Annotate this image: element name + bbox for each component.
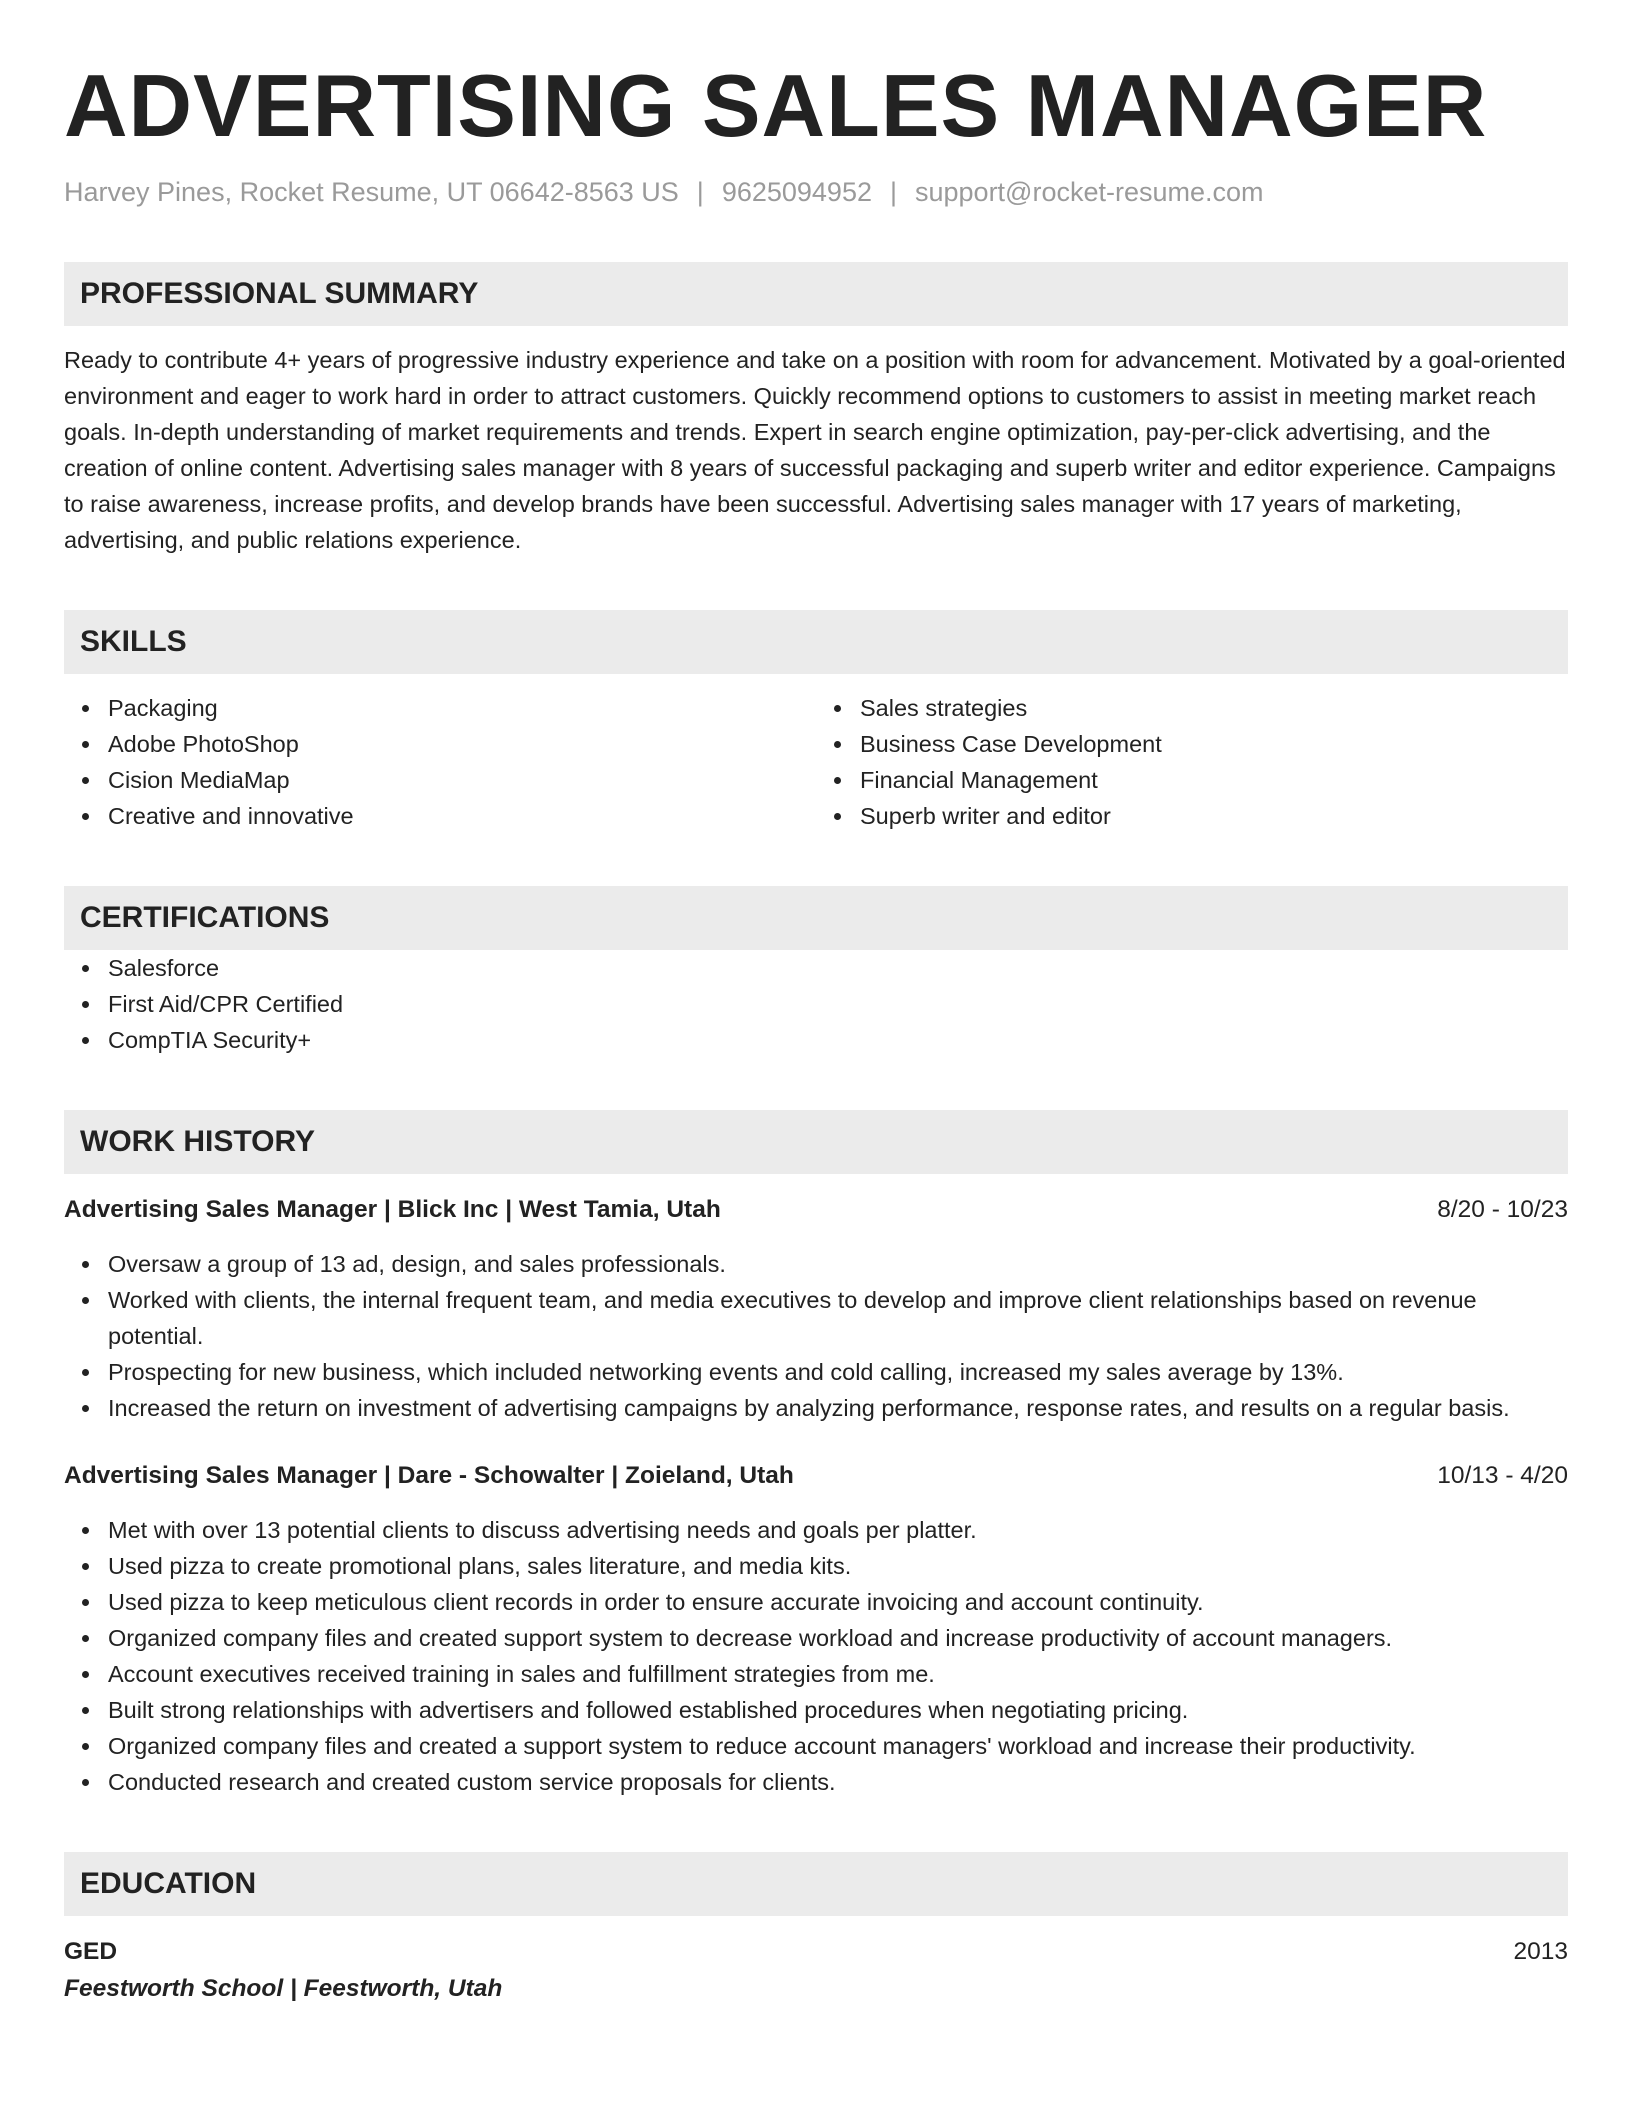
certification-item: First Aid/CPR Certified bbox=[108, 986, 1568, 1022]
job-bullet: Met with over 13 potential clients to discuss advertising needs and goals per platter. bbox=[108, 1512, 1568, 1548]
job-bullet: Used pizza to create promotional plans, sales literature, and media kits. bbox=[108, 1548, 1568, 1584]
job-dates: 10/13 - 4/20 bbox=[1437, 1462, 1568, 1489]
contact-address: Harvey Pines, Rocket Resume, UT 06642-8563 US bbox=[64, 177, 679, 207]
job-bullets bbox=[64, 1512, 1568, 1800]
job-title: Advertising Sales Manager | Blick Inc | West Tamia, Utah bbox=[64, 1196, 721, 1223]
summary-text: Ready to contribute 4+ years of progressive industry experience and take on a position with room for advancement. Motivated by a goal-oriented environment and eager to work hard in order to attract customers. Quickly recommend options to customers to assist in meeting market reach goals. In-depth understanding of market requirements and trends. Expert in search engine optimization, pay-per-click advertising, and the creation of online content. Advertising sales manager with 8 years of successful packaging and superb writer and editor experience. Campaigns to raise awareness, increase profits, and develop brands have been successful. Advertising sales manager with 17 years of marketing, advertising, and public relations experience. bbox=[64, 347, 1566, 553]
job-bullet: Worked with clients, the internal frequent team, and media executives to develop and improve client relationships based on revenue potential. bbox=[108, 1282, 1568, 1354]
job-bullet: Conducted research and created custom service proposals for clients. bbox=[108, 1764, 1568, 1800]
contact-separator: | bbox=[889, 177, 897, 207]
skill-item: Superb writer and editor bbox=[860, 798, 1568, 834]
job-entry bbox=[64, 1192, 1568, 1426]
skill-item: Sales strategies bbox=[860, 690, 1568, 726]
certification-item: CompTIA Security+ bbox=[108, 1022, 1568, 1058]
skills-column-right bbox=[816, 690, 1568, 834]
certification-item: Salesforce bbox=[108, 950, 1568, 986]
skills-column-left bbox=[64, 690, 816, 834]
job-bullets bbox=[64, 1246, 1568, 1426]
job-bullet: Built strong relationships with advertisers and followed established procedures when negotiating pricing. bbox=[108, 1692, 1568, 1728]
job-bullet: Organized company files and created support system to decrease workload and increase productivity of account managers. bbox=[108, 1620, 1568, 1656]
job-bullet: Oversaw a group of 13 ad, design, and sales professionals. bbox=[108, 1246, 1568, 1282]
education-year: 2013 bbox=[1513, 1938, 1568, 1965]
job-header bbox=[64, 1458, 1568, 1494]
job-dates: 8/20 - 10/23 bbox=[1437, 1196, 1568, 1223]
contact-line bbox=[64, 174, 1568, 210]
education-entry bbox=[64, 1934, 1568, 2008]
job-bullet: Prospecting for new business, which included networking events and cold calling, increased my sales average by 13%. bbox=[108, 1354, 1568, 1390]
skill-item: Creative and innovative bbox=[108, 798, 816, 834]
resume-title: ADVERTISING SALES MANAGER bbox=[64, 56, 1488, 155]
degree: GED bbox=[64, 1938, 118, 1965]
job-bullet: Used pizza to keep meticulous client records in order to ensure accurate invoicing and account continuity. bbox=[108, 1584, 1568, 1620]
contact-separator: | bbox=[696, 177, 704, 207]
section-heading-skills: SKILLS bbox=[64, 610, 1568, 674]
section-heading-certifications: CERTIFICATIONS bbox=[64, 886, 1568, 950]
skill-item: Business Case Development bbox=[860, 726, 1568, 762]
job-title: Advertising Sales Manager | Dare - Schowalter | Zoieland, Utah bbox=[64, 1462, 794, 1489]
school-name: Feestworth School | Feestworth, Utah bbox=[64, 1975, 503, 2002]
job-bullet: Organized company files and created a support system to reduce account managers' workload and increase their productivity. bbox=[108, 1728, 1568, 1764]
section-heading-summary: PROFESSIONAL SUMMARY bbox=[64, 262, 1568, 326]
section-heading-work-history: WORK HISTORY bbox=[64, 1110, 1568, 1174]
skills-grid bbox=[64, 690, 1568, 834]
job-header bbox=[64, 1192, 1568, 1228]
section-heading-education: EDUCATION bbox=[64, 1852, 1568, 1916]
education-header bbox=[64, 1934, 1568, 1970]
skill-item: Cision MediaMap bbox=[108, 762, 816, 798]
job-bullet: Increased the return on investment of advertising campaigns by analyzing performance, response rates, and results on a regular basis. bbox=[108, 1390, 1568, 1426]
skill-item: Packaging bbox=[108, 690, 816, 726]
skill-item: Adobe PhotoShop bbox=[108, 726, 816, 762]
certifications-list bbox=[64, 950, 1568, 1058]
contact-email[interactable]: support@rocket-resume.com bbox=[915, 177, 1264, 207]
contact-phone: 9625094952 bbox=[721, 177, 872, 207]
job-bullet: Account executives received training in sales and fulfillment strategies from me. bbox=[108, 1656, 1568, 1692]
skill-item: Financial Management bbox=[860, 762, 1568, 798]
job-entry bbox=[64, 1458, 1568, 1800]
resume-page bbox=[64, 56, 1568, 2008]
